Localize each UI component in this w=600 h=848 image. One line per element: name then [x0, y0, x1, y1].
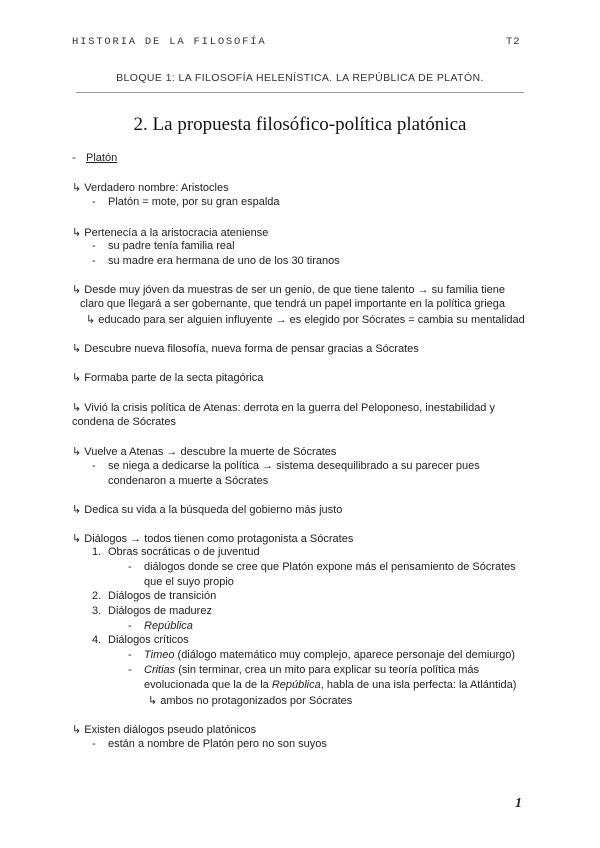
text-line: que el suyo propio [144, 576, 234, 588]
list-bullet: - [92, 255, 96, 267]
list-bullet: - [128, 649, 132, 661]
text-line: claro que llegará a ser gobernante, que tendrá un papel importante en la política griega [80, 298, 506, 310]
section-title: 2. La propuesta filosófico-política platónica [133, 114, 467, 135]
list-bullet: - [128, 561, 132, 573]
text-line: Diálogos de transición [108, 590, 217, 602]
text-line: su madre era hermana de uno de los 30 tiranos [108, 255, 340, 267]
list-number: 1. [92, 546, 102, 558]
text-segment: (sin terminar, crea un mito para explicar su teoría política más [175, 664, 480, 676]
text-line: ↳ educado para ser alguien influyente → es elegido por Sócrates = cambia su mentalidad [86, 314, 525, 326]
text-segment: (diálogo matemático muy complejo, aparece personaje del demiurgo) [174, 649, 516, 661]
text-line: Diálogos de madurez [108, 605, 212, 617]
text-line: se niega a dedicarse la política → sistema desequilibrado a su parecer pues [108, 460, 480, 472]
header-code: T2 [506, 36, 521, 48]
block-title: BLOQUE 1: LA FILOSOFÍA HELENÍSTICA. LA REPÚBLICA DE PLATÓN. [116, 72, 484, 84]
text-line: Diálogos críticos [108, 634, 189, 646]
text-line: ↳ Desde muy jóven da muestras de ser un genio, de que tiene talento → su familia tiene [72, 284, 505, 296]
text-line: ↳ Descubre nueva filosofía, nueva forma de pensar gracias a Sócrates [72, 343, 419, 355]
heading-platon: Platón [86, 152, 118, 164]
work-title: Critias [144, 664, 176, 676]
text-line: ↳ Vuelve a Atenas → descubre la muerte de Sócrates [72, 446, 337, 458]
page-number: 1 [515, 796, 522, 811]
text-line: ↳ Formaba parte de la secta pitagórica [72, 372, 264, 384]
text-line: ↳ Pertenecía a la aristocracia ateniense [72, 227, 269, 239]
text-line [144, 679, 516, 691]
text-line: están a nombre de Platón pero no son suyos [108, 738, 327, 750]
text-line [144, 649, 515, 661]
list-bullet: - [128, 620, 132, 632]
text-line: República [144, 620, 193, 632]
list-bullet: - [92, 196, 96, 208]
text-line: diálogos donde se cree que Platón expone más el pensamiento de Sócrates [144, 561, 516, 573]
text-line: su padre tenía familia real [108, 240, 235, 252]
text-line: Platón = mote, por su gran espalda [108, 196, 280, 208]
work-title: República [271, 679, 321, 691]
text-line: condena de Sócrates [72, 416, 176, 428]
list-bullet: - [92, 240, 96, 252]
list-bullet: - [92, 460, 96, 472]
list-number: 4. [92, 634, 102, 646]
header-subject: HISTORIA DE LA FILOSOFÍA [72, 36, 267, 48]
text-line: ↳ Vivió la crisis política de Atenas: derrota en la guerra del Peloponeso, inestabilidad y [72, 402, 495, 414]
text-line: ↳ Verdadero nombre: Aristocles [72, 182, 229, 194]
work-title: Timeo [144, 649, 175, 661]
text-line: condenaron a muerte a Sócrates [108, 475, 269, 487]
header-divider [76, 92, 524, 93]
text-line [144, 664, 479, 676]
text-segment: , habla de una isla perfecta: la Atlántida) [320, 679, 517, 691]
list-number: 3. [92, 605, 102, 617]
text-line: Obras socráticas o de juventud [108, 546, 260, 558]
list-bullet: - [92, 738, 96, 750]
text-line: ↳ Diálogos → todos tienen como protagonista a Sócrates [72, 533, 354, 545]
text-line: ↳ ambos no protagonizados por Sócrates [148, 695, 353, 707]
text-line: ↳ Dedica su vida a la búsqueda del gobierno más justo [72, 504, 343, 516]
text-segment: evolucionada que la de la [144, 679, 272, 691]
list-number: 2. [92, 590, 102, 602]
list-bullet: - [128, 664, 132, 676]
text-line: ↳ Existen diálogos pseudo platónicos [72, 724, 257, 736]
list-bullet: - [72, 152, 76, 164]
